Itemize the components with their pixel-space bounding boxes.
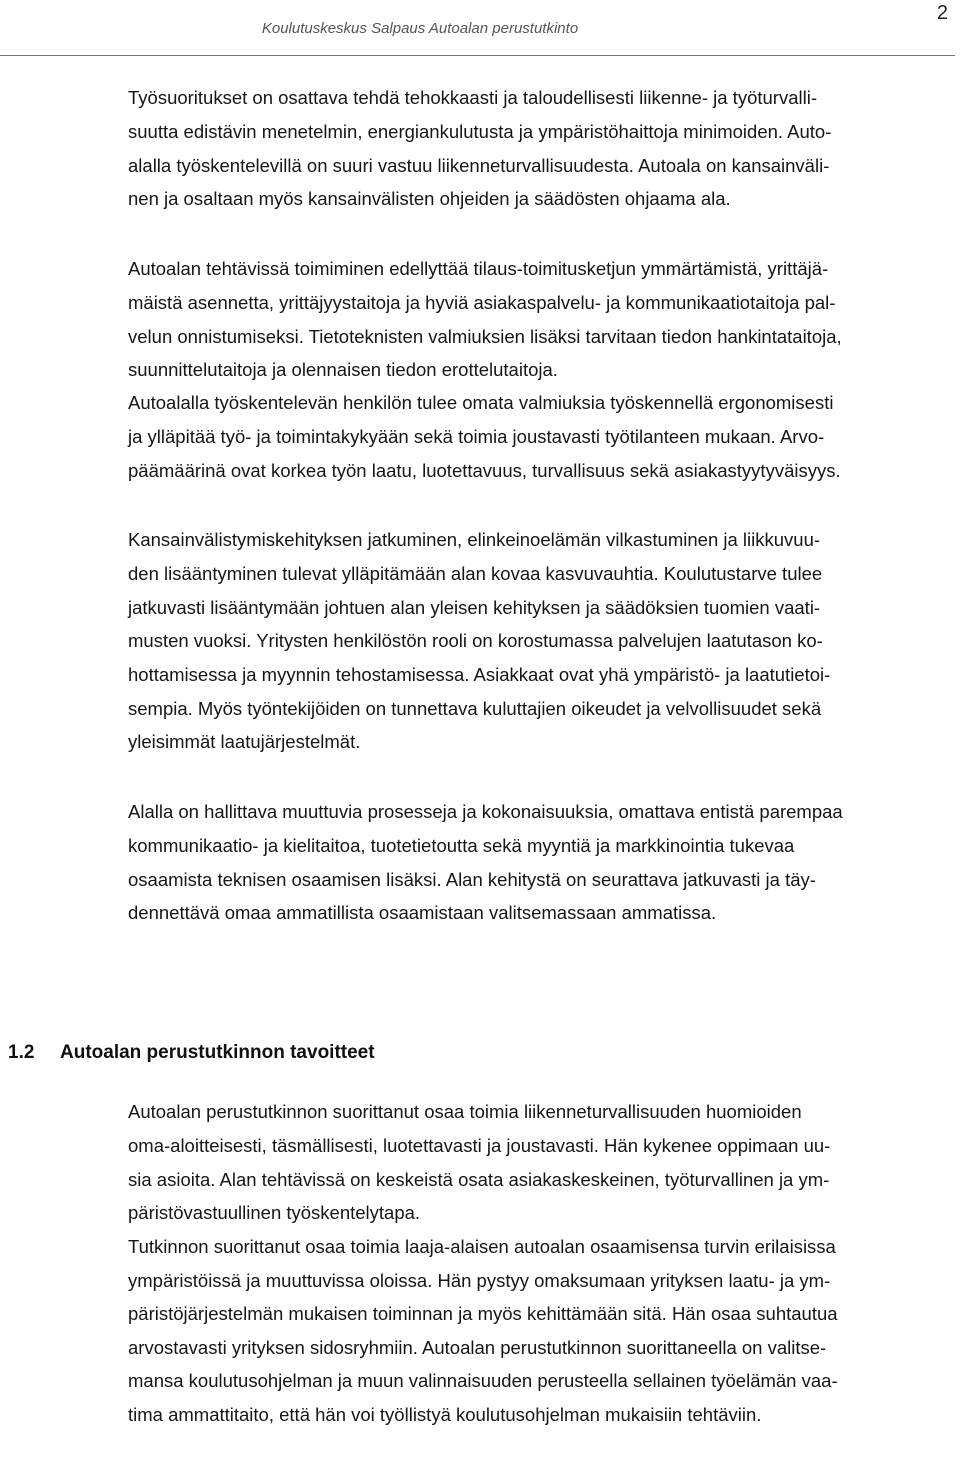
text-line: osaamista teknisen osaamisen lisäksi. Alan kehitystä on seurattava jatkuvasti ja täy- — [128, 869, 816, 890]
section-heading — [8, 1042, 375, 1064]
text-line: mäistä asennetta, yrittäjyystaitoja ja hyviä asiakaspalvelu- ja kommunikaatiotaitoja pal- — [128, 292, 836, 313]
header-divider — [0, 55, 955, 56]
text-line: den lisääntyminen tulevat ylläpitämään alan kovaa kasvuvauhtia. Koulutustarve tulee — [128, 563, 823, 584]
text-line: Autoalan tehtävissä toimiminen edellyttää tilaus-toimitusketjun ymmärtämistä, yrittäjä- — [128, 258, 829, 279]
text-line: sempia. Myös työntekijöiden on tunnettava kuluttajien oikeudet ja velvollisuudet sekä — [128, 698, 822, 719]
text-line: Tutkinnon suorittanut osaa toimia laaja-alaisen autoalan osaamisensa turvin erilaisissa — [128, 1236, 836, 1257]
text-line: suutta edistävin menetelmin, energiankulutusta ja ympäristöhaittoja minimoiden. Auto- — [128, 121, 832, 142]
section-title: Autoalan perustutkinnon tavoitteet — [60, 1042, 375, 1063]
text-line: hottamisessa ja myynnin tehostamisessa. Asiakkaat ovat yhä ympäristö- ja laatutietoi- — [128, 664, 831, 685]
text-line: jatkuvasti lisääntymään johtuen alan yleisen kehityksen ja säädöksien tuomien vaati- — [128, 597, 821, 618]
text-line: arvostavasti yrityksen sidosryhmiin. Autoalan perustutkinnon suorittaneella on valitse- — [128, 1337, 827, 1358]
section-number: 1.2 — [8, 1042, 35, 1063]
text-line: Kansainvälistymiskehityksen jatkuminen, elinkeinoelämän vilkastuminen ja liikkuvuu- — [128, 529, 821, 550]
text-line: mansa koulutusohjelman ja muun valinnaisuuden perusteella sellainen työelämän vaa- — [128, 1370, 838, 1391]
page-number: 2 — [936, 2, 948, 24]
text-line: velun onnistumiseksi. Tietoteknisten valmiuksien lisäksi tarvitaan tiedon hankintataitoja, — [128, 326, 842, 347]
header-title: Koulutuskeskus Salpaus Autoalan perustutkinto — [261, 20, 579, 37]
text-line: tima ammattitaito, että hän voi työllistyä koulutusohjelman mukaisiin tehtäviin. — [128, 1404, 762, 1425]
text-line: suunnittelutaitoja ja olennaisen tiedon erottelutaitoja. — [128, 359, 558, 380]
text-line: Autoalalla työskentelevän henkilön tulee omata valmiuksia työskennellä ergonomisesti — [128, 392, 834, 413]
text-line: musten vuoksi. Yritysten henkilöstön rooli on korostumassa palvelujen laatutason ko- — [128, 630, 823, 651]
text-line: kommunikaatio- ja kielitaitoa, tuotetietoutta sekä myyntiä ja markkinointia tukevaa — [128, 835, 795, 856]
text-line: päämäärinä ovat korkea työn laatu, luotettavuus, turvallisuus sekä asiakastyytyväisyys. — [128, 460, 841, 481]
text-line: alalla työskentelevillä on suuri vastuu liikenneturvallisuudesta. Autoala on kansainväli- — [128, 155, 830, 176]
text-line: Työsuoritukset on osattava tehdä tehokkaasti ja taloudellisesti liikenne- ja työturvalli- — [128, 87, 817, 108]
text-line: ja ylläpitää työ- ja toimintakykyään sekä toimia joustavasti työtilanteen mukaan. Arvo- — [128, 426, 825, 447]
text-line: päristövastuullinen työskentelytapa. — [128, 1202, 421, 1223]
text-line: päristöjärjestelmän mukaisen toiminnan ja myös kehittämään sitä. Hän osaa suhtautua — [128, 1303, 838, 1324]
text-line: yleisimmät laatujärjestelmät. — [128, 731, 361, 752]
text-line: ympäristöissä ja muuttuvissa oloissa. Hän pystyy omaksumaan yrityksen laatu- ja ym- — [128, 1270, 831, 1291]
text-line: Autoalan perustutkinnon suorittanut osaa toimia liikenneturvallisuuden huomioiden — [128, 1101, 802, 1122]
text-line: dennettävä omaa ammatillista osaamistaan valitsemassaan ammatissa. — [128, 902, 717, 923]
text-line: oma-aloitteisesti, täsmällisesti, luotettavasti ja joustavasti. Hän kykenee oppimaan uu- — [128, 1135, 831, 1156]
text-line: nen ja osaltaan myös kansainvälisten ohjeiden ja säädösten ohjaama ala. — [128, 188, 731, 209]
text-line: Alalla on hallittava muuttuvia prosesseja ja kokonaisuuksia, omattava entistä parempaa — [128, 801, 843, 822]
text-line: sia asioita. Alan tehtävissä on keskeistä osata asiakaskeskeinen, työturvallinen ja ym- — [128, 1169, 830, 1190]
